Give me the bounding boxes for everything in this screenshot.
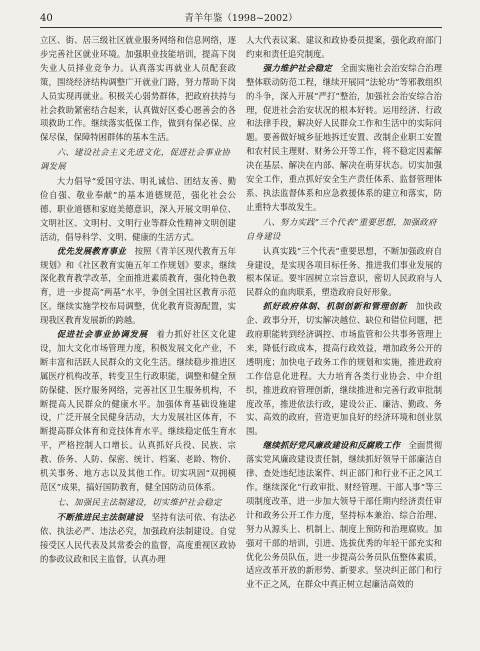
paragraph <box>40 511 236 567</box>
paragraph-body: 按照《青羊区现代教育五年规划》和《社区教育实施五年工作规划》要求，继续深化教育教学改革，全面推进素质教育，强化特色教育，进一步提高“两基”水平，争创全国社区教育示范区。继续实施学校布局调整，优化教育资源配置，实现我区教育发展新的跨越。 <box>40 245 236 326</box>
running-title: 青羊年鉴（1998~2002） <box>184 13 298 24</box>
paragraph: 人大代表议案、建议和政协委员提案，强化政府部门约束和责任追究制度。 <box>246 35 442 59</box>
paragraph <box>40 328 236 495</box>
section-heading: 八、努力实践“三个代表”重要思想，加强政府自身建设 <box>246 216 437 241</box>
two-column-body <box>40 34 442 644</box>
paragraph-lead: 优先发展教育事业 <box>56 245 127 256</box>
paragraph: 认真实践“三个代表”重要思想，不断加强政府自身建设，是实现各项目标任务、推进我们事业发展的根本保证。要牢固树立宗旨意识，密切人民政府与人民群众的血肉联系，塑造政府良好形象。 <box>246 245 442 298</box>
left-column <box>40 34 236 644</box>
paragraph <box>246 62 442 215</box>
paragraph-body: 坚持有法可依、有法必依、执法必严、违法必究，加强政府法制建设。自觉接受区人民代表及其常委会的监督，高度重视区政协的参政议政和民主监督，认真办理 <box>40 511 236 564</box>
header-rule <box>40 27 442 28</box>
paragraph: 立区、街、居三级社区就业服务网络和信息网络，逐步完善社区就业环境。加强职业技能培训，提高下岗失业人员择业竞争力。认真落实再就业人员配套政策，围绕经济结构调整广开就业门路，努力帮助下岗人员实现再就业。积极关心弱势群体，把政府扶持与社会救助紧密结合起来，认真做好区委心愿善会的各项救助工作。继续落实低保工作，做到有保必保、应保尽保，保障特困群体的基本生活。 <box>40 35 236 143</box>
paragraph-lead: 不断推进民主法制建设 <box>56 511 144 522</box>
paragraph <box>40 245 236 328</box>
paragraph-lead: 继续抓好党风廉政建设和反腐败工作 <box>262 440 401 451</box>
paragraph-lead: 抓好政府体制、机制创新和管理创新 <box>262 301 408 312</box>
paragraph-lead: 强力维护社会稳定 <box>262 62 333 73</box>
paragraph-body: 加快政企、政事分开，切实解决越位、缺位和错位问题，把政府职能转到经济调控、市场监管和公共事务管理上来，降低行政成本，提高行政效益，增加政务公开的透明度；加快电子政务工作的规划和实施，推进政府工作信息化进程。大力培育各类行业协会、中介组织，推进政府管理创新，继续推进和完善行政审批制度改革，推进依法行政，建设公正、廉洁、勤政、务实、高效的政府，营造更加良好的经济环境和创业氛围。 <box>246 301 442 437</box>
right-column <box>246 34 442 644</box>
paragraph-lead: 促进社会事业协调发展 <box>56 329 148 340</box>
paragraph <box>246 300 442 439</box>
paragraph-body: 着力抓好社区文化建设，加大文化市场管理力度，积极发展文化产业，不断丰富和活跃人民群众的文化生活。继续稳步推进区属医疗机构改革，转变卫生行政职能，调整和健全预防保健、医疗服务网络，完善社区卫生服务机构，不断提高人民群众的健康水平。加强体育基础设施建设，广泛开展全民健身活动，大力发展社区体育，不断提高群众体育和竞技体育水平。继续稳定低生育水平，严格控制人口增长。认真抓好兵役、民族、宗教、侨务、人防、保密、统计、档案、老龄、物价、机关事务、地方志以及其他工作。切实巩固“双拥模范区”成果，搞好国防教育，健全国防动员体系。 <box>40 329 236 492</box>
page-header <box>40 10 442 24</box>
section-heading: 七、加强民主法制建设，切实维护社会稳定 <box>56 496 222 507</box>
paragraph: 大力倡导“爱国守法、明礼诚信、团结友善、勤俭自强、敬业奉献”的基本道德规范，强化社会公德、职业道德和家庭美德意识，深入开展文明单位、文明社区、文明村、文明行业等群众性精神文明创建活动，倡导科学、文明、健康的生活方式。 <box>40 176 236 242</box>
paragraph-body: 全面贯彻落实党风廉政建设责任制，继续抓好领导干部廉洁自律、查处违纪违法案件、纠正部门和行业不正之风工作。继续深化“行政审批、财经管理、干部人事”等三项制度改革，进一步加大领导干部任期内经济责任审计和政务公开工作力度，坚持标本兼治、综合治理、努力从源头上、机制上、制度上预防和治理腐败。加强对干部的培训，引进、选拔优秀的年轻干部充实和优化公务员队伍，进一步提高公务员队伍整体素质，适应改革开放的新形势、新要求。坚决纠正部门和行业不正之风，在群众中真正树立起廉洁高效的 <box>246 440 442 590</box>
page-number: 40 <box>40 13 53 24</box>
paragraph <box>246 439 442 592</box>
paragraph-body: 全面实施社会治安综合治理整体联动防范工程，继续开展同“法轮功”等邪教组织的斗争，深入开展“严打”整治，加强社会治安综合治理，促进社会治安状况的根本好转。运用经济、行政和法律手段，解决好人民群众工作和生活中的实际问题。要善做好城乡征地拆迁安置、改制企业职工安置和农村民主理财、财务公开等工作，将不稳定因素解决在基层、解决在内部、解决在萌芽状态。切实加强安全工作，重点抓好安全生产责任体系、监督管理体系、执法监督体系和应急救援体系的建立和落实，防止重特大事故发生。 <box>246 62 442 212</box>
section-heading: 六、建设社会主义先进文化，促进社会事业协调发展 <box>40 147 231 172</box>
